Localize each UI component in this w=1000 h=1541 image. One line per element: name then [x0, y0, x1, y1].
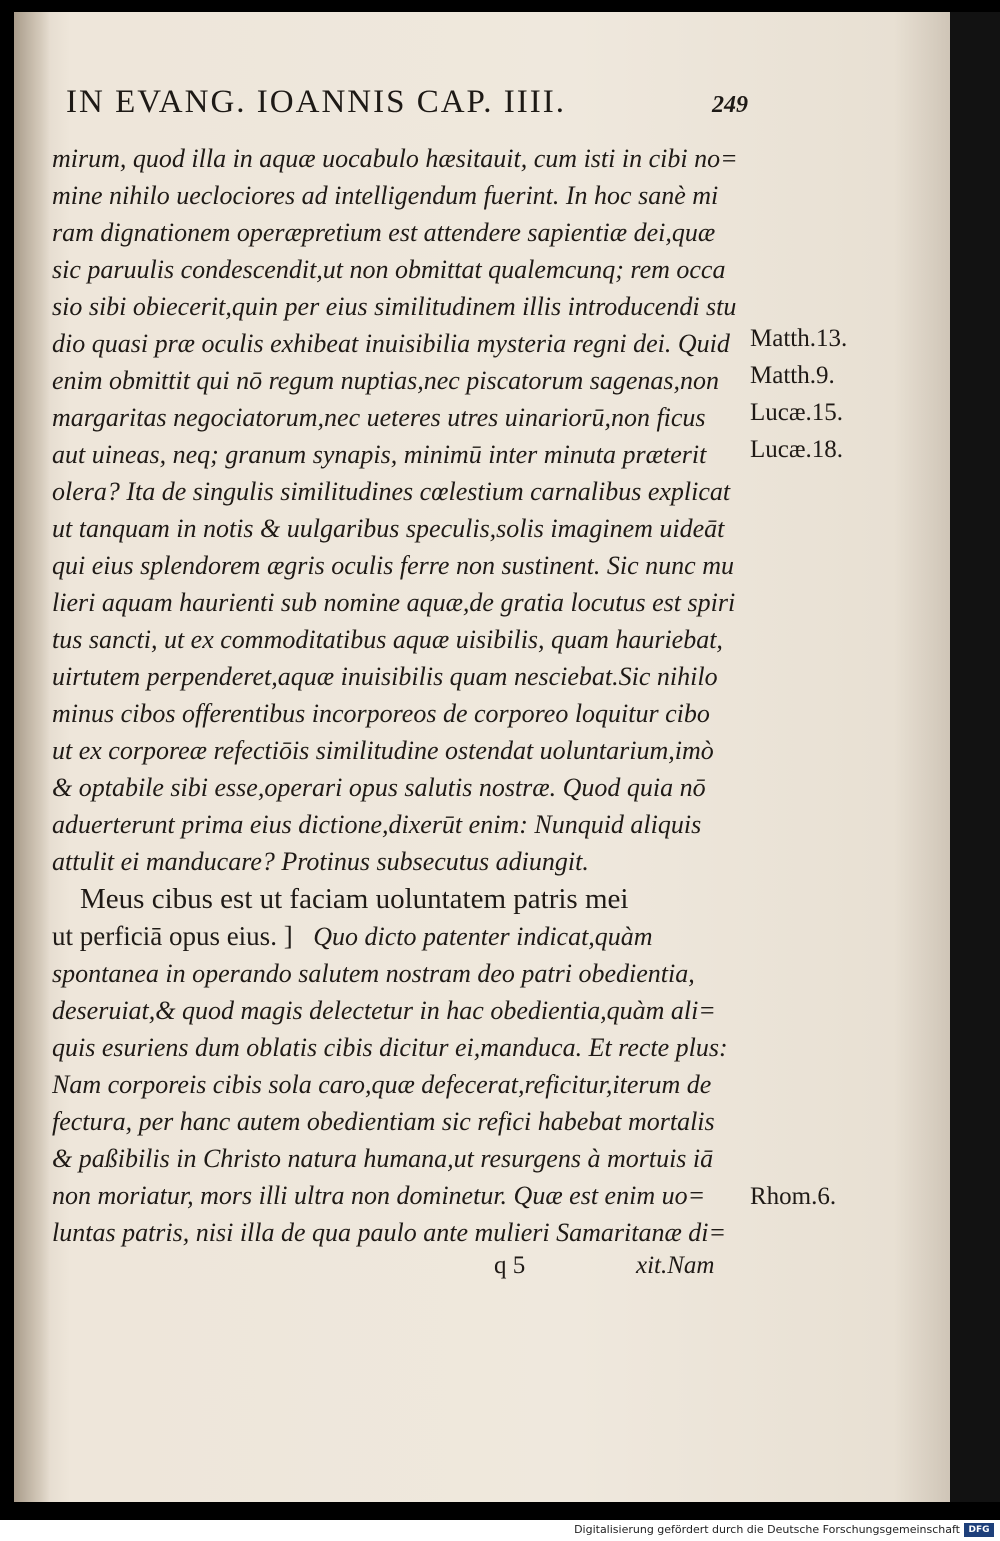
scan-edge [950, 12, 1000, 1502]
text-line: mine nihilo ueclociores ad intelligendum fuerint. In hoc sanè mi [52, 181, 719, 210]
margin-note: Matth.9. [750, 362, 835, 389]
text-line: qui eius splendorem ægris oculis ferre non sustinent. Sic nunc mu [52, 551, 734, 580]
text-line: olera? Ita de singulis similitudines cœlestium carnalibus explicat [52, 477, 731, 506]
text-line: lieri aquam haurienti sub nomine aquæ,de gratia locutus est spiri [52, 588, 736, 617]
lemma-text: ut perficiā opus eius. ] [52, 921, 293, 951]
text-line: ut tanquam in notis & uulgaribus speculis,solis imaginem uideāt [52, 514, 725, 543]
text-line: dio quasi præ oculis exhibeat inuisibilia mysteria regni dei. Quid [52, 329, 730, 358]
text-line: aduerterunt prima eius dictione,dixerūt enim: Nunquid aliquis [52, 810, 702, 839]
running-head: IN EVANG. IOANNIS CAP. IIII. [66, 84, 566, 120]
text-line: Nam corporeis cibis sola caro,quæ defecerat,reficitur,iterum de [52, 1070, 712, 1099]
text-line: fectura, per hanc autem obedientiam sic refici habebat mortalis [52, 1107, 715, 1136]
text-line: mirum, quod illa in aquæ uocabulo hæsitauit, cum isti in cibi no= [52, 144, 738, 173]
text-line: spontanea in operando salutem nostram deo patri obedientia, [52, 959, 695, 988]
funding-credit: Digitalisierung gefördert durch die Deutsche Forschungsgemeinschaft [574, 1523, 960, 1536]
folio-number: 249 [712, 92, 748, 118]
text-line: minus cibos offerentibus incorporeos de corporeo loquitur cibo [52, 699, 710, 728]
text-line: & optabile sibi esse,operari opus salutis nostræ. Quod quia nō [52, 773, 706, 802]
margin-note: Lucæ.18. [750, 436, 844, 463]
text-line: aut uineas, neq; granum synapis, minimū inter minuta præterit [52, 440, 707, 469]
text-line: tus sancti, ut ex commoditatibus aquæ uisibilis, quam hauriebat, [52, 625, 723, 654]
page-gutter [14, 12, 50, 1502]
text-line: ut ex corporeæ refectiōis similitudine ostendat uoluntarium,imò [52, 736, 714, 765]
main-text-block [52, 140, 752, 1251]
text-line: quis esuriens dum oblatis cibis dicitur ei,manduca. Et recte plus: [52, 1033, 728, 1062]
text-line: enim obmittit qui nō regum nuptias,nec piscatorum sagenas,non [52, 366, 720, 395]
margin-note: Rhom.6. [750, 1183, 837, 1210]
text-line: margaritas negociatorum,nec ueteres utres uinariorū,non ficus [52, 403, 706, 432]
catchword: xit.Nam [636, 1252, 715, 1279]
text-line: & paßibilis in Christo natura humana,ut resurgens à mortuis iā [52, 1144, 714, 1173]
commentary-text: Quo dicto patenter indicat,quàm [313, 922, 653, 951]
text-line: sio sibi obiecerit,quin per eius similitudinem illis introducendi stu [52, 292, 737, 321]
text-line: deseruiat,& quod magis delectetur in hac obedientia,quàm ali= [52, 996, 716, 1025]
text-line: non moriatur, mors illi ultra non dominetur. Quæ est enim uo= [52, 1181, 706, 1210]
text-line: uirtutem perpenderet,aquæ inuisibilis quam nesciebat.Sic nihilo [52, 662, 718, 691]
margin-note: Lucæ.15. [750, 399, 844, 426]
lemma-line-continued [52, 918, 752, 955]
text-line: attulit ei manducare? Protinus subsecutus adiungit. [52, 847, 589, 876]
text-line: ram dignationem operæpretium est attendere sapientiæ dei,quæ [52, 218, 716, 247]
text-line: sic paruulis condescendit,ut non obmittat qualemcunq; rem occa [52, 255, 726, 284]
dfg-logo-icon: DFG [964, 1523, 994, 1537]
lemma-line: Meus cibus est ut faciam uoluntatem patris mei [80, 883, 629, 915]
signature-mark: q 5 [494, 1252, 526, 1279]
footer-bar [0, 1520, 1000, 1541]
margin-note: Matth.13. [750, 325, 848, 352]
text-line: luntas patris, nisi illa de qua paulo ante mulieri Samaritanæ di= [52, 1218, 727, 1247]
